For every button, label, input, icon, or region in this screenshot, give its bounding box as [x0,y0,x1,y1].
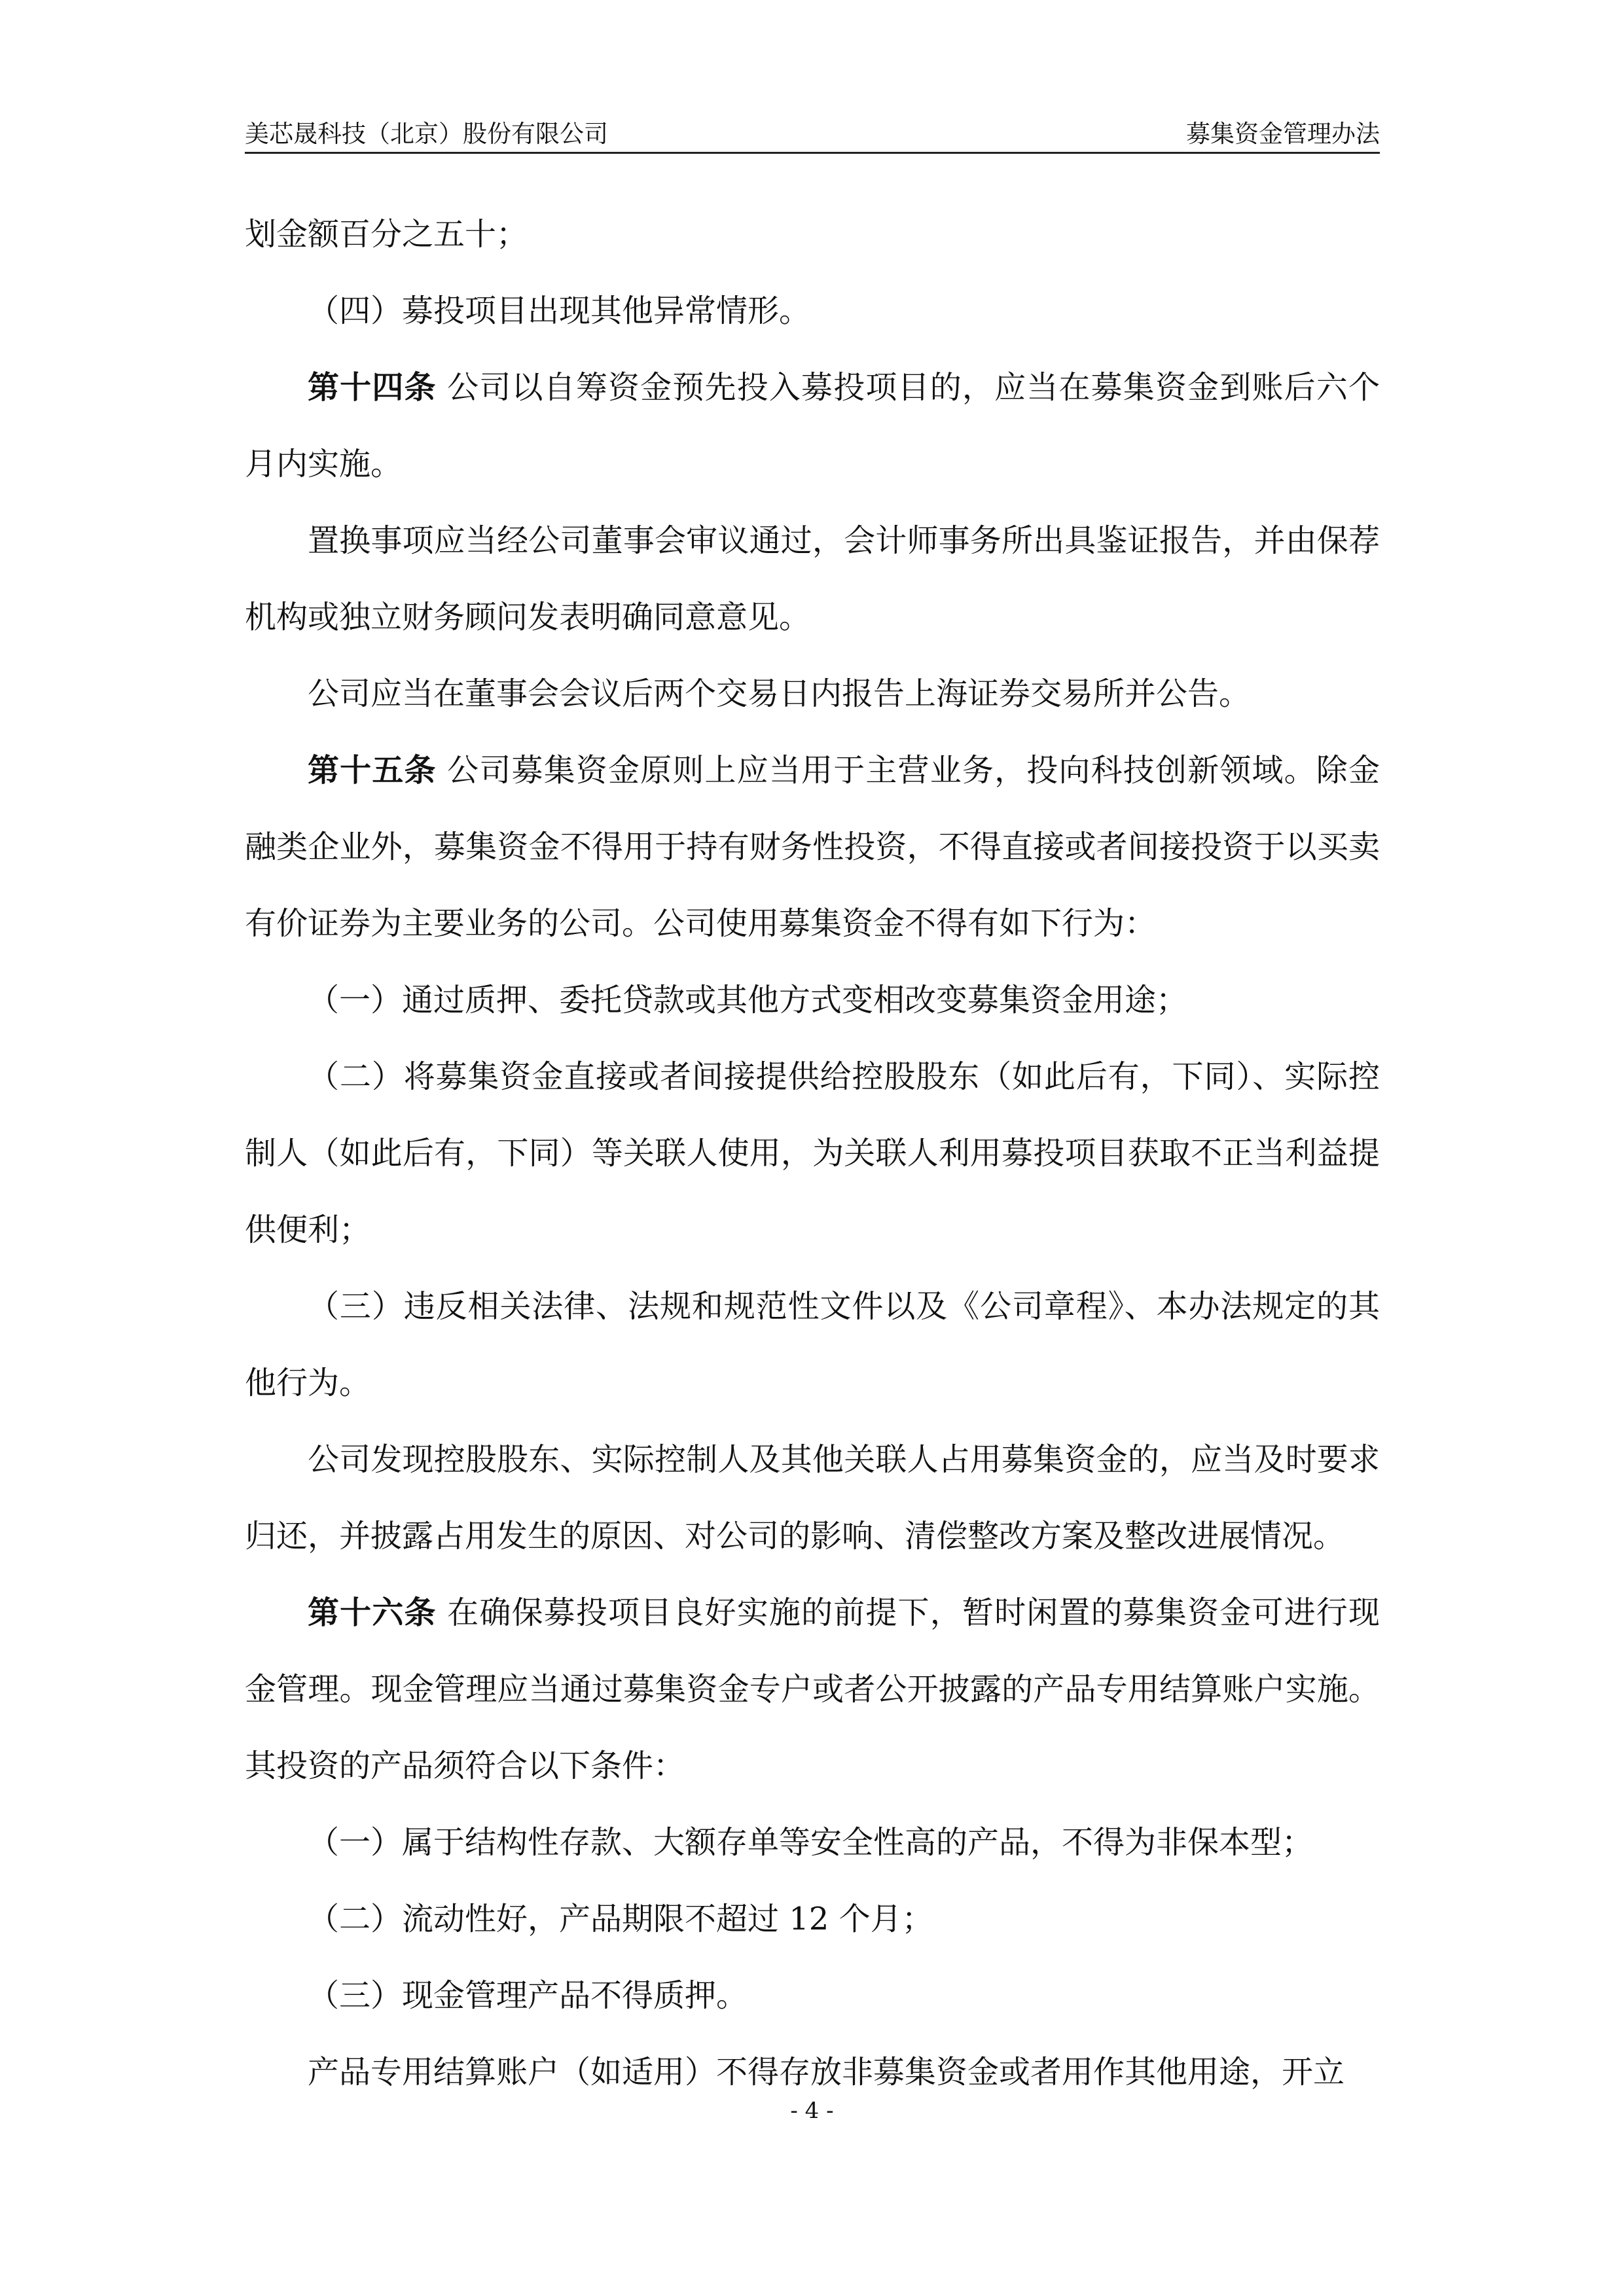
article-14-text: 公司以自筹资金预先投入募投项目的，应当在募集资金到账后六个月内实施。 [245,369,1380,482]
article-16-heading: 第十六条 [308,1594,437,1631]
page-number: - 4 - [790,2098,834,2124]
paragraph-replacement: 置换事项应当经公司董事会审议通过，会计师事务所出具鉴证报告，并由保荐机构或独立财务顾问发表明确同意意见。 [245,522,1380,636]
paragraph-announcement: 公司应当在董事会会议后两个交易日内报告上海证券交易所并公告。 [308,675,1251,712]
paragraph-item-1: （一）通过质押、委托贷款或其他方式变相改变募集资金用途； [308,982,1188,1018]
article-15-heading: 第十五条 [308,752,437,789]
paragraph-article-14 [245,350,1380,503]
paragraph-condition-1: （一）属于结构性存款、大额存单等安全性高的产品，不得为非保本型； [308,1824,1314,1861]
document-body [245,196,1380,2111]
page-header [245,111,1380,154]
paragraph-condition-3: （三）现金管理产品不得质押。 [308,1977,748,2014]
paragraph-article-15 [245,732,1380,962]
paragraph-settlement-account: 产品专用结算账户（如适用）不得存放非募集资金或者用作其他用途，开立 [308,2054,1345,2090]
paragraph-occupation: 公司发现控股股东、实际控制人及其他关联人占用募集资金的，应当及时要求归还，并披露占用发生的原因、对公司的影响、清偿整改方案及整改进展情况。 [245,1441,1380,1554]
paragraph-item-4: （四）募投项目出现其他异常情形。 [308,293,811,329]
article-16-text: 在确保募投项目良好实施的前提下，暂时闲置的募集资金可进行现金管理。现金管理应当通过募集资金专户或者公开披露的产品专用结算账户实施。其投资的产品须符合以下条件： [245,1594,1380,1784]
paragraph-item-3: （三）违反相关法律、法规和规范性文件以及《公司章程》、本办法规定的其他行为。 [245,1288,1380,1401]
paragraph-condition-2: （二）流动性好，产品期限不超过 12 个月； [308,1901,933,1937]
paragraph-article-16 [245,1575,1380,1804]
article-14-heading: 第十四条 [308,369,437,406]
article-15-text: 公司募集资金原则上应当用于主营业务，投向科技创新领域。除金融类企业外，募集资金不得用于持有财务性投资，不得直接或者间接投资于以买卖有价证券为主要业务的公司。公司使用募集资金不得有如下行为： [245,752,1380,942]
header-company-name: 美芯晟科技（北京）股份有限公司 [245,120,608,148]
paragraph-continuation: 划金额百分之五十； [245,216,528,253]
header-document-title: 募集资金管理办法 [1186,120,1380,148]
paragraph-item-2: （二）将募集资金直接或者间接提供给控股股东（如此后有，下同）、实际控制人（如此后有，下同）等关联人使用，为关联人利用募投项目获取不正当利益提供便利； [245,1058,1380,1248]
